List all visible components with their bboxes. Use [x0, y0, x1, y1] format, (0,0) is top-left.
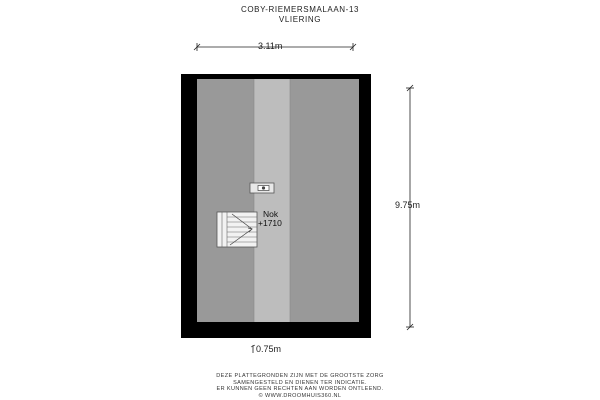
boiler-icon — [250, 183, 274, 193]
plan-address: COBY-RIEMERSMALAAN-13 — [240, 5, 360, 14]
width-dimension-label: 3.11m — [258, 41, 283, 51]
disclaimer-line-3: ER KUNNEN GEEN RECHTEN AAN WORDEN ONTLEEND. — [216, 386, 384, 392]
strip-dimension-label: 0.75m — [256, 344, 282, 354]
ridge-strip — [254, 79, 290, 322]
disclaimer-line-1: DEZE PLATTEGRONDEN ZIJN MET DE GROOTSTE ZORG — [216, 373, 384, 379]
plan-floor-name: VLIERING — [278, 15, 322, 24]
disclaimer-line-4: © WWW.DROOMHUIS360.NL — [258, 392, 342, 399]
disclaimer-line-2: SAMENGESTELD EN DIENEN TER INDICATIE. — [233, 379, 367, 386]
ridge-label: Nok — [263, 209, 279, 219]
strip-dimension-line — [251, 345, 255, 353]
height-dimension-label: 9.75m — [395, 200, 421, 210]
ridge-height-label: +1710 — [258, 218, 282, 228]
staircase-icon — [217, 212, 257, 247]
